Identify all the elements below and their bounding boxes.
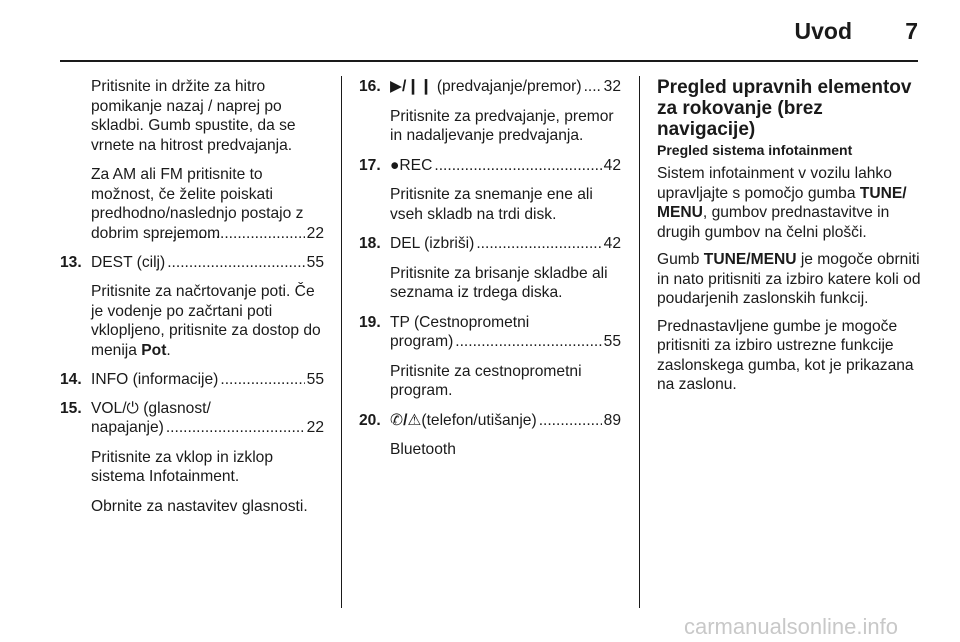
item-label-line-2: napajanje)	[91, 419, 164, 436]
phone-mute-icon: ✆/⚠	[390, 411, 422, 429]
paragraph-1: Sistem infotainment v vozilu lahko upravljajte s pomočjo gumba TUNE/ MENU, gumbov prednastavitve in drugih gumbov na čelni plošči.	[657, 165, 907, 241]
item-label: (telefon/utišanje)	[421, 411, 537, 429]
knob-name: TUNE/MENU	[703, 251, 797, 268]
item-description: Pritisnite za snemanje ene ali vseh skladb na trdi disk.	[390, 186, 593, 223]
play-pause-icon: ▶/❙❙	[390, 78, 433, 95]
item-label: DEL (izbriši)	[390, 235, 475, 252]
intro-paragraph-2-text: Za AM ali FM pritisnite to možnost, če želite poiskati predhodno/naslednjo postajo z dobrim sprejemom	[91, 166, 304, 242]
intro-page-ref: 22	[306, 225, 324, 242]
item-label: INFO (informacije)	[91, 371, 219, 388]
knob-name: TUNE/ MENU	[657, 184, 907, 221]
item-page-ref: 89	[603, 411, 621, 429]
item-number: 15.	[60, 399, 82, 417]
column-3	[657, 77, 921, 403]
item-label: DEST (cilj)	[91, 253, 166, 271]
item-description: Pritisnite za cestnoprometni program.	[390, 362, 582, 399]
item-page-ref: 55	[306, 253, 324, 271]
item-number: 18.	[359, 235, 381, 252]
column-1	[60, 77, 324, 526]
item-page-ref: 42	[603, 235, 621, 252]
section-title: Uvod	[794, 18, 852, 44]
item-18	[359, 234, 621, 303]
intro-paragraph-1: Pritisnite in držite za hitro pomikanje nazaj / naprej po skladbi. Gumb spustite, da se vrnete na hitrost predvajanja.	[91, 78, 296, 154]
paragraph-3: Prednastavljene gumbe je mogoče pritisniti za izbiro ustrezne funkcije zaslonskega gumba, kot je prikazana na zaslonu.	[657, 317, 914, 393]
page-header	[60, 0, 918, 62]
item-19	[359, 313, 621, 401]
item-13	[60, 253, 324, 361]
section-subheading: Pregled sistema infotainment	[657, 142, 853, 158]
section-heading: Pregled upravnih elementov za rokovanje (brez navigacije)	[657, 77, 912, 140]
item-14	[60, 370, 324, 390]
column-divider-right	[639, 76, 640, 608]
item-description-2: Obrnite za nastavitev glasnosti.	[91, 497, 308, 515]
item-description: Pritisnite za predvajanje, premor in nadaljevanje predvajanja.	[390, 107, 614, 144]
item-16	[359, 77, 621, 146]
intro-page-ref-row	[60, 224, 324, 244]
item-label-line-2: program)	[390, 333, 454, 350]
item-label: REC	[399, 156, 433, 174]
item-description: Pritisnite za brisanje skladbe ali seznama iz trdega diska.	[390, 264, 608, 301]
item-number: 20.	[359, 411, 381, 429]
item-label-line-1: VOL/⏻ (glasnost/	[91, 399, 211, 417]
item-17	[359, 156, 621, 225]
item-number: 13.	[60, 253, 82, 271]
item-15	[60, 399, 324, 517]
item-page-ref: 55	[306, 371, 324, 388]
item-page-ref: 55	[603, 333, 621, 350]
item-label: (predvajanje/premor)	[436, 78, 582, 95]
item-page-ref: 22	[306, 419, 324, 436]
item-page-ref: 32	[603, 78, 621, 95]
item-20	[359, 411, 621, 460]
item-number: 17.	[359, 156, 381, 174]
column-divider-left	[341, 76, 342, 608]
column-2	[359, 77, 621, 470]
item-description: Pritisnite za načrtovanje poti. Če je vodenje po začrtani poti vklopljeno, pritisnite za dostop do menija Pot.	[91, 283, 321, 359]
paragraph-2: Gumb TUNE/MENU je mogoče obrniti in nato pritisniti za izbiro katere koli od poudarjenih zaslonskih funkcij.	[657, 251, 921, 307]
item-label-line-1: TP (Cestnoprometni	[390, 313, 530, 331]
item-number: 16.	[359, 78, 381, 95]
item-description-1: Pritisnite za vklop in izklop sistema Infotainment.	[91, 448, 274, 485]
item-page-ref: 42	[603, 156, 621, 174]
page-number: 7	[905, 18, 918, 44]
record-icon: ●	[390, 156, 400, 174]
menu-name: Pot	[141, 341, 167, 359]
watermark: carmanualsonline.info	[683, 614, 898, 639]
item-number: 14.	[60, 371, 82, 388]
item-number: 19.	[359, 313, 381, 331]
item-description: Bluetooth	[390, 441, 456, 458]
